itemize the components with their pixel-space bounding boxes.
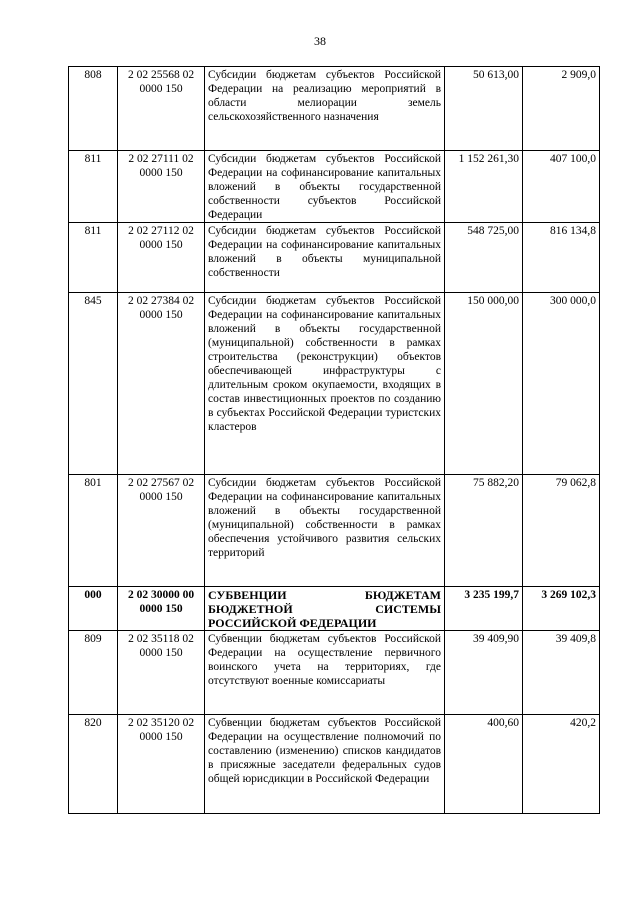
amount-2019-cell: 39 409,90 [445,631,523,715]
admin-code-cell: 809 [69,631,118,715]
admin-code-cell: 808 [69,67,118,151]
table-row [69,475,600,587]
budget-code-part1: 2 02 27384 02 [127,295,195,307]
budget-code-part2: 0000 150 [139,647,183,659]
description-cell: Субсидии бюджетам субъектов Российской Федерации на софинансирование капитальных вложений в объекты государственной (муниципальной) собственности в рамках обеспечения устойчивого развития сельских территорий [205,475,445,587]
description-cell: Субсидии бюджетам субъектов Российской Федерации на софинансирование капитальных вложений в объекты государственной собственности субъектов Российской Федерации [205,151,445,223]
amount-2020-cell: 816 134,8 [523,223,600,293]
budget-code-cell [118,67,205,151]
amount-2019-cell: 3 235 199,7 [445,587,523,631]
description-cell: Субсидии бюджетам субъектов Российской Федерации на софинансирование капитальных вложений в объекты государственной (муниципальной) собственности в рамках строительства (реконструкции) объектов обеспечивающей инфраструктуры с длительным сроком окупаемости, входящих в состав инвестиционных проектов по созданию в субъектах Российской Федерации туристских кластеров [205,293,445,475]
budget-table [68,66,600,814]
amount-2019-cell: 50 613,00 [445,67,523,151]
admin-code-cell: 801 [69,475,118,587]
budget-code-part2: 0000 150 [139,491,183,503]
budget-code-cell [118,293,205,475]
budget-code-cell [118,151,205,223]
amount-2020-cell: 79 062,8 [523,475,600,587]
description-cell: Субсидии бюджетам субъектов Российской Федерации на реализацию мероприятий в области мелиорации земель сельскохозяйственного назначения [205,67,445,151]
admin-code-cell: 811 [69,223,118,293]
amount-2019-cell: 150 000,00 [445,293,523,475]
budget-code-part2: 0000 150 [139,167,183,179]
budget-code-part1: 2 02 35118 02 [128,633,194,645]
amount-2019-cell: 400,60 [445,715,523,814]
budget-code-part1: 2 02 27112 02 [128,225,194,237]
admin-code-cell: 845 [69,293,118,475]
description-cell: Субсидии бюджетам субъектов Российской Федерации на софинансирование капитальных вложений в объекты муниципальной собственности [205,223,445,293]
table-row [69,151,600,223]
budget-code-part2: 0000 150 [139,309,183,321]
page-number: 38 [314,34,326,48]
budget-code-cell [118,631,205,715]
budget-code-part1: 2 02 27567 02 [127,477,195,489]
table-row [69,587,600,631]
table-row [69,293,600,475]
budget-code-part2: 0000 150 [139,239,183,251]
budget-code-part1: 2 02 35120 02 [127,717,195,729]
budget-code-part2: 0000 150 [139,83,183,95]
amount-2020-cell: 3 269 102,3 [523,587,600,631]
table-row [69,67,600,151]
table-row [69,223,600,293]
budget-code-part1: 2 02 30000 00 [127,589,195,601]
amount-2020-cell: 300 000,0 [523,293,600,475]
budget-code-cell [118,475,205,587]
admin-code-cell: 000 [69,587,118,631]
admin-code-cell: 811 [69,151,118,223]
amount-2019-cell: 75 882,20 [445,475,523,587]
amount-2019-cell: 548 725,00 [445,223,523,293]
amount-2020-cell: 420,2 [523,715,600,814]
description-cell: СУБВЕНЦИИ БЮДЖЕТАМ БЮДЖЕТНОЙ СИСТЕМЫ РОССИЙСКОЙ ФЕДЕРАЦИИ [205,587,445,631]
budget-code-cell [118,715,205,814]
table-row [69,715,600,814]
admin-code-cell: 820 [69,715,118,814]
amount-2019-cell: 1 152 261,30 [445,151,523,223]
budget-code-cell [118,587,205,631]
amount-2020-cell: 407 100,0 [523,151,600,223]
table-row [69,631,600,715]
description-cell: Субвенции бюджетам субъектов Российской Федерации на осуществление первичного воинского учета на территориях, где отсутствуют военные комиссариаты [205,631,445,715]
budget-code-part2: 0000 150 [139,603,183,615]
budget-code-part1: 2 02 27111 02 [128,153,194,165]
description-cell: Субвенции бюджетам субъектов Российской Федерации на осуществление полномочий по составлению (изменению) списков кандидатов в присяжные заседатели федеральных судов общей юрисдикции в Российской Федерации [205,715,445,814]
amount-2020-cell: 2 909,0 [523,67,600,151]
budget-code-cell [118,223,205,293]
budget-code-part1: 2 02 25568 02 [127,69,195,81]
budget-code-part2: 0000 150 [139,731,183,743]
amount-2020-cell: 39 409,8 [523,631,600,715]
